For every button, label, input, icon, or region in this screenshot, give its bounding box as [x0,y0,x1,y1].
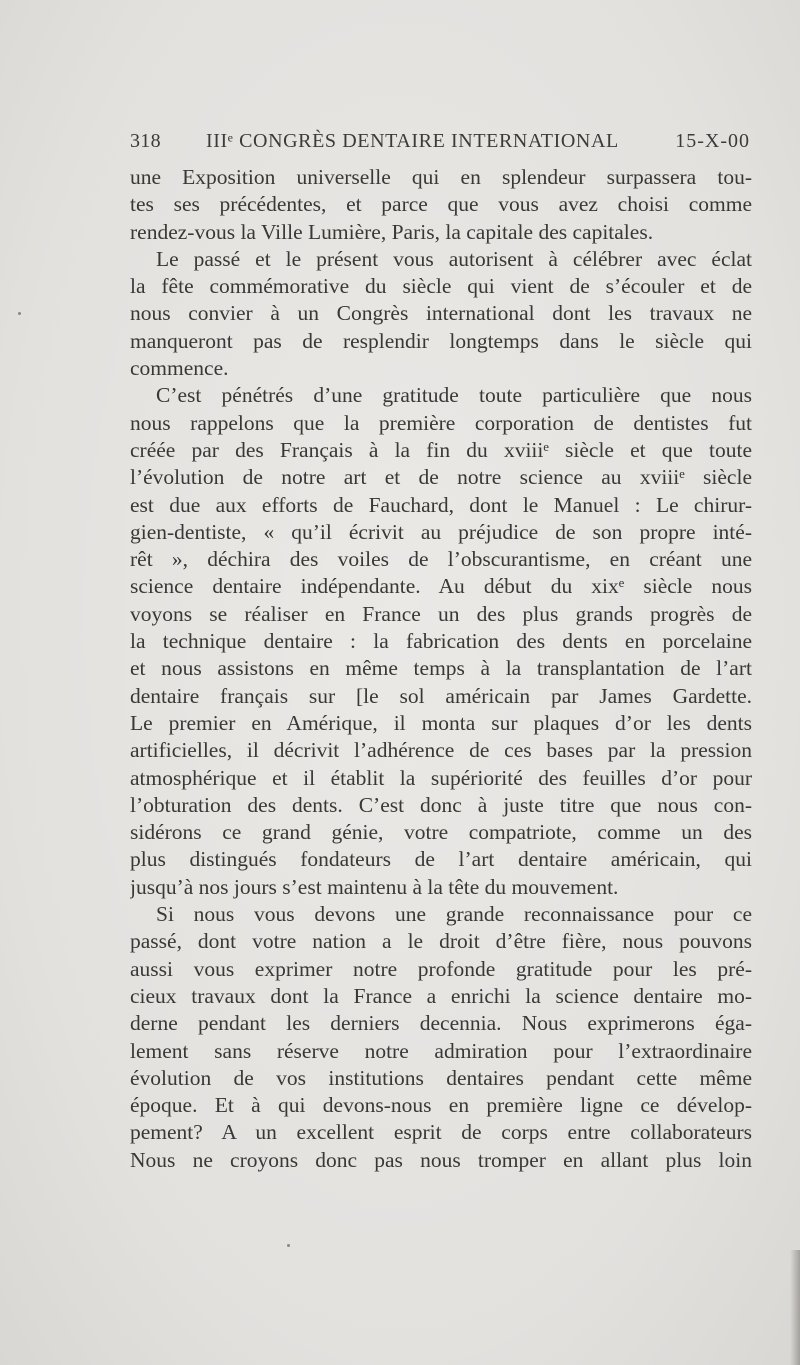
text-line: Le passé et le présent vous autorisent à célébrer avec éclat [156,246,752,271]
text-line: nous rappelons que la première corporation de dentistes fut [130,410,752,435]
text-line: derne pendant les derniers decennia. Nous exprimerons éga- [130,1011,752,1036]
text-line: commence. [130,356,229,381]
text-line: atmosphérique et il établit la supériorité des feuilles d’or pour [130,765,752,790]
text-line: sidérons ce grand génie, votre compatriote, comme un des [130,820,752,845]
text-line: cieux travaux dont la France a enrichi la science dentaire mo- [130,983,752,1008]
text-line: est due aux efforts de Fauchard, dont le Manuel : Le chirur- [130,492,752,517]
text-line: Si nous vous devons une grande reconnaissance pour ce [156,902,752,927]
text-line: gien-dentiste, « qu’il écrivit au préjudice de son propre inté- [130,519,752,544]
text-line: voyons se réaliser en France un des plus grands progrès de [130,601,752,626]
text-line: pement? A un excellent esprit de corps entre collaborateurs [130,1120,752,1145]
paper-speck [18,312,21,315]
page-number: 318 [130,130,161,152]
text-line: tes ses précédentes, et parce que vous avez choisi comme [130,192,752,217]
text-line: jusqu’à nos jours s’est maintenu à la tête du mouvement. [130,874,619,899]
text-line: manqueront pas de resplendir longtemps dans le siècle qui [130,328,752,353]
text-line: plus distingués fondateurs de l’art dentaire américain, qui [130,847,752,872]
page-edge-shadow [790,1250,800,1365]
paper-speck [287,1244,290,1247]
text-line: Le premier en Amérique, il monta sur plaques d’or les dents [130,710,752,735]
text-line: et nous assistons en même temps à la transplantation de l’art [130,656,752,681]
text-line: la technique dentaire : la fabrication des dents en porcelaine [130,629,752,654]
header-date: 15-X-00 [675,130,750,152]
text-line: artificielles, il décrivit l’adhérence de ces bases par la pression [130,738,752,763]
text-line: C’est pénétrés d’une gratitude toute particulière que nous [156,383,752,408]
body-text [130,164,752,1174]
text-line: passé, dont votre nation a le droit d’être fière, nous pouvons [130,929,752,954]
text-line: aussi vous exprimer notre profonde gratitude pour les pré- [130,956,752,981]
text-line: lement sans réserve notre admiration pour l’extraordinaire [130,1038,752,1063]
running-title: IIIᵉ CONGRÈS DENTAIRE INTERNATIONAL [206,130,619,152]
text-line: rendez-vous la Ville Lumière, Paris, la capitale des capitales. [130,219,654,244]
text-line: Nous ne croyons donc pas nous tromper en allant plus loin [130,1147,752,1172]
text-line: époque. Et à qui devons-nous en première ligne ce dévelop- [130,1093,752,1118]
running-header [130,130,750,160]
text-line: une Exposition universelle qui en splendeur surpassera tou- [130,165,752,189]
text-line: évolution de vos institutions dentaires pendant cette même [130,1065,752,1090]
text-line: dentaire français sur [le sol américain par James Gardette. [130,683,752,708]
text-line: science dentaire indépendante. Au début du xixᵉ siècle nous [130,574,752,599]
text-line: l’évolution de notre art et de notre science au xviiiᵉ siècle [130,465,752,490]
text-line: la fête commémorative du siècle qui vient de s’écouler et de [130,274,752,299]
text-line: rêt », déchira des voiles de l’obscurantisme, en créant une [130,547,752,572]
text-line: l’obturation des dents. C’est donc à juste titre que nous con- [130,792,752,817]
text-line: créée par des Français à la fin du xviiiᵉ siècle et que toute [130,437,752,462]
text-line: nous convier à un Congrès international dont les travaux ne [130,301,752,326]
